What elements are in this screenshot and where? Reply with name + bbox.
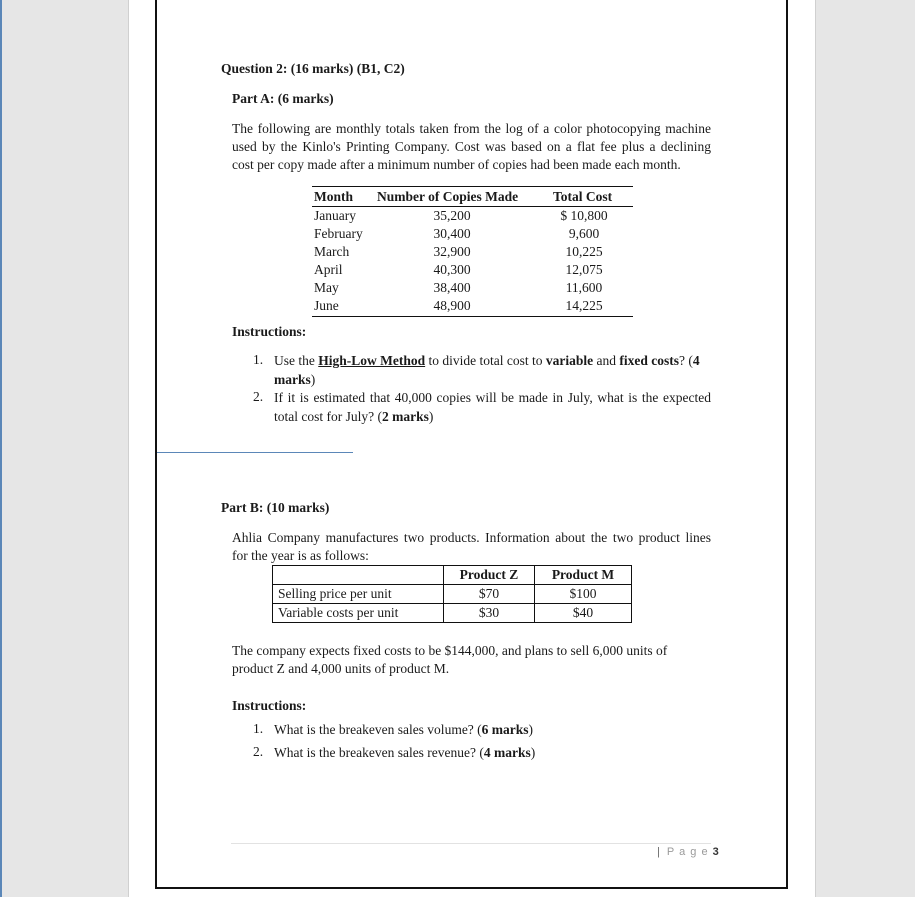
- cell-copies: 38,400: [433, 280, 471, 295]
- page-number: 3: [712, 846, 720, 858]
- cell-cost: 12,075: [565, 262, 603, 277]
- part-a-intro-line-1: The following are monthly totals taken from the log of a color photocopying machine: [232, 121, 711, 136]
- col-header-copies: Number of Copies Made: [377, 189, 519, 204]
- page-number-footer: | P a g e 3: [657, 846, 720, 858]
- cell-month: June: [314, 298, 339, 313]
- part-b-instruction-2: What is the breakeven sales revenue? (4 marks): [274, 745, 536, 760]
- table-header-rule: [312, 206, 633, 207]
- cell-month: May: [314, 280, 339, 295]
- col-header-month: Month: [314, 189, 354, 204]
- part-a-instruction-1: Use the High-Low Method to divide total cost to variable and fixed costs? (4: [274, 353, 700, 368]
- part-a-instruction-2-cont: total cost for July? (2 marks): [274, 409, 434, 424]
- part-b-intro-line-2: for the year is as follows:: [232, 548, 369, 563]
- cell-copies: 48,900: [433, 298, 471, 313]
- part-a-heading: Part A: (6 marks): [232, 91, 334, 106]
- question-title: Question 2: (16 marks) (B1, C2): [221, 61, 405, 76]
- cell-month: January: [314, 208, 356, 223]
- cell-month: March: [314, 244, 350, 259]
- instruction-number: 1.: [253, 721, 264, 736]
- part-a-instruction-1-cont: marks): [274, 372, 316, 387]
- table-top-rule: [312, 186, 633, 187]
- cell-cost: 14,225: [565, 298, 603, 313]
- cell-product-m: $40: [572, 605, 594, 620]
- cell-month: April: [314, 262, 343, 277]
- table-line: [272, 603, 632, 604]
- table-line: [272, 584, 632, 585]
- cell-label: Variable costs per unit: [278, 605, 399, 620]
- cell-product-z: $30: [478, 605, 500, 620]
- part-b-intro-line-1: Ahlia Company manufactures two products. Information about the two product lines: [232, 530, 711, 545]
- cell-product-m: $100: [569, 586, 597, 601]
- section-divider: [157, 452, 353, 453]
- table-line: [631, 565, 632, 623]
- cell-copies: 40,300: [433, 262, 471, 277]
- cell-cost: 9,600: [568, 226, 600, 241]
- part-b-heading: Part B: (10 marks): [221, 500, 330, 515]
- cell-label: Selling price per unit: [278, 586, 392, 601]
- table-line: [272, 565, 273, 623]
- instruction-number: 1.: [253, 352, 264, 367]
- table-bottom-rule: [312, 316, 633, 317]
- cell-month: February: [314, 226, 363, 241]
- product-info-table: [272, 565, 632, 623]
- col-header-total-cost: Total Cost: [553, 189, 613, 204]
- cell-cost: 11,600: [565, 280, 603, 295]
- col-header-product-z: Product Z: [459, 567, 519, 582]
- table-line: [272, 622, 632, 623]
- table-line: [272, 565, 632, 566]
- part-a-intro-line-2: used by the Kinlo's Printing Company. Cost was based on a flat fee plus a declining: [232, 139, 711, 154]
- part-b-instructions-label: Instructions:: [232, 698, 307, 713]
- cell-product-z: $70: [478, 586, 500, 601]
- cell-copies: 30,400: [433, 226, 471, 241]
- cell-copies: 35,200: [433, 208, 471, 223]
- part-a-instruction-2: If it is estimated that 40,000 copies will be made in July, what is the expected: [274, 390, 711, 405]
- high-low-method-link[interactable]: High-Low Method: [318, 353, 426, 368]
- cell-copies: 32,900: [433, 244, 471, 259]
- part-a-intro-line-3: cost per copy made after a minimum number of copies had been made each month.: [232, 157, 681, 172]
- cell-cost: $ 10,800: [560, 208, 608, 223]
- cell-cost: 10,225: [565, 244, 603, 259]
- part-b-expect-line-2: product Z and 4,000 units of product M.: [232, 661, 450, 676]
- page-label: P a g e: [666, 846, 709, 858]
- footer-rule: [231, 843, 711, 844]
- instruction-number: 2.: [253, 744, 264, 759]
- window-left-edge: [0, 0, 2, 897]
- part-b-expect-line-1: The company expects fixed costs to be $144,000, and plans to sell 6,000 units of: [232, 643, 668, 658]
- part-a-instructions-label: Instructions:: [232, 324, 307, 339]
- part-b-instruction-1: What is the breakeven sales volume? (6 marks): [274, 722, 534, 737]
- instruction-number: 2.: [253, 389, 264, 404]
- col-header-product-m: Product M: [551, 567, 615, 582]
